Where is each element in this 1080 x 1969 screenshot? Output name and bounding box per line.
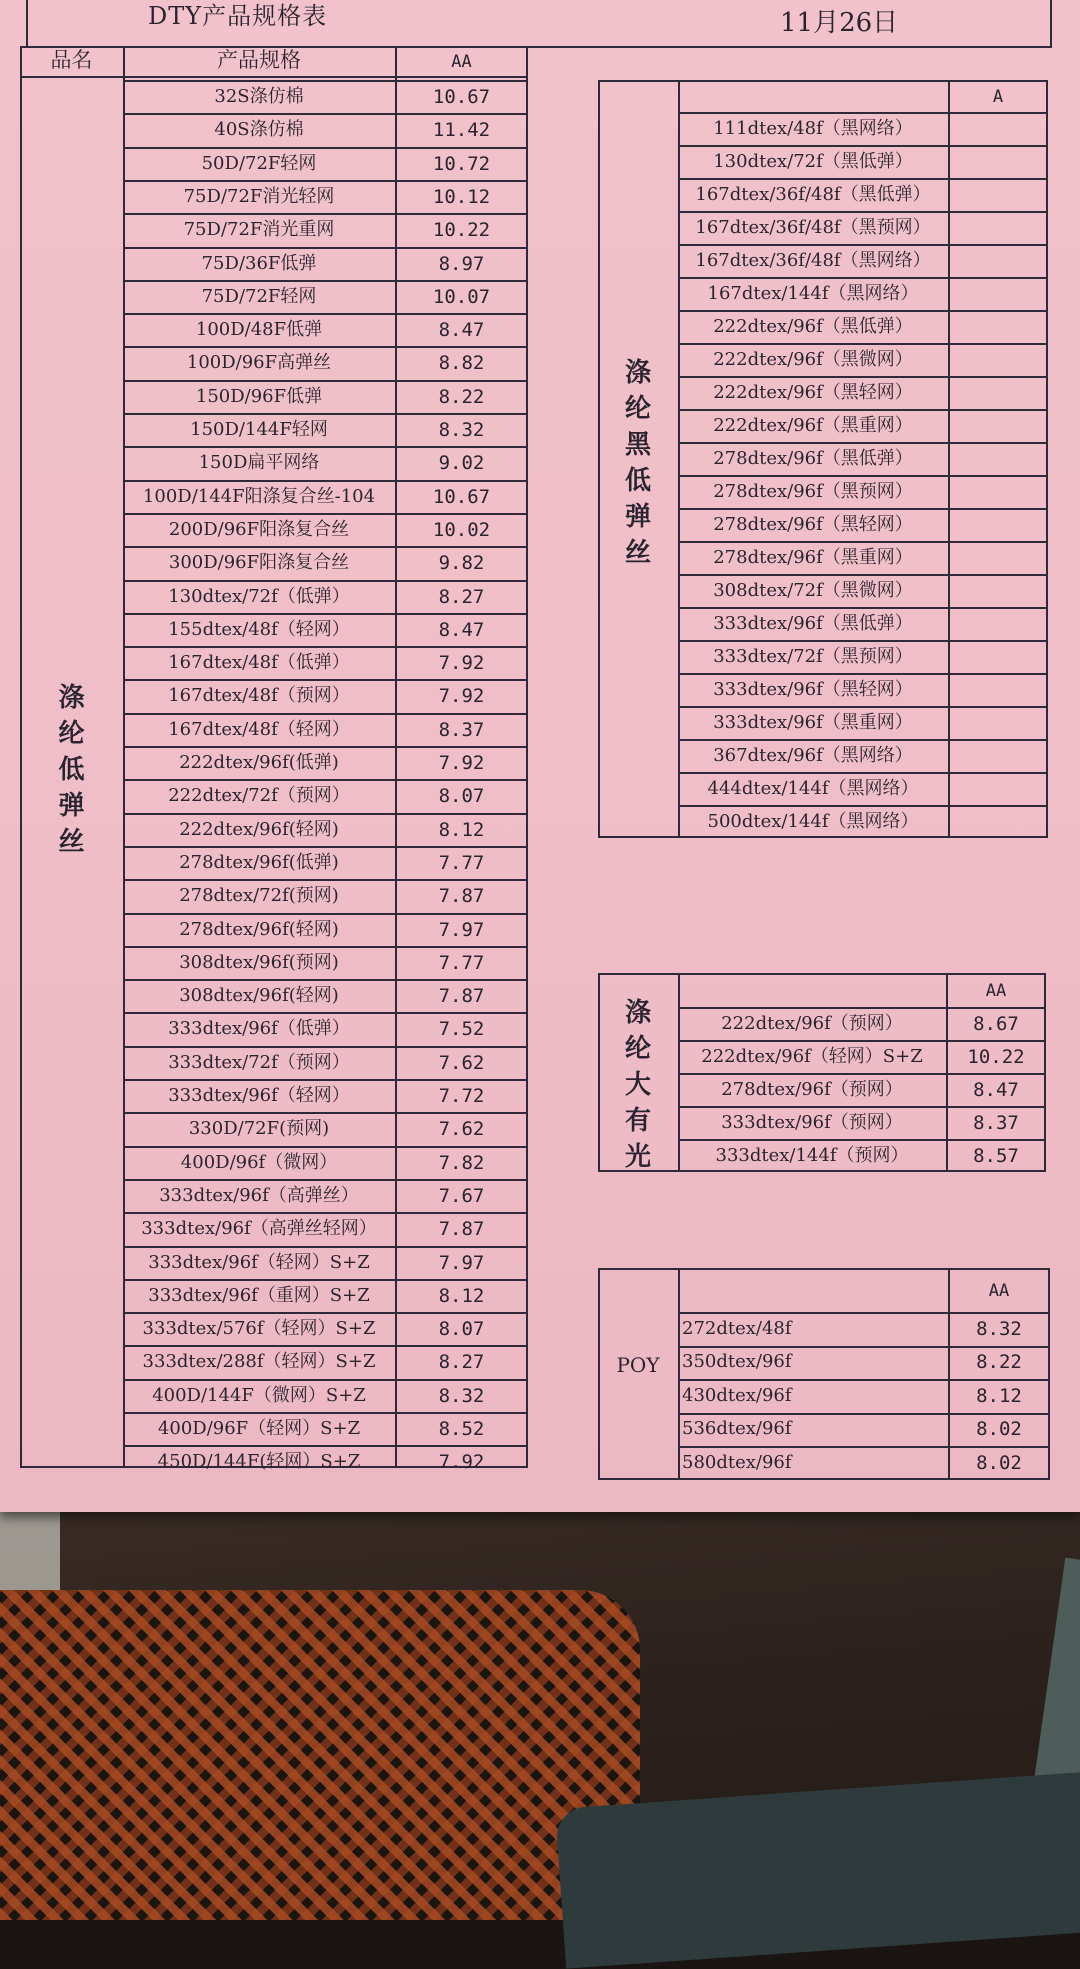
price-cell: 10.67 <box>432 86 491 108</box>
row-rule <box>678 376 1048 378</box>
spec-cell: 400D/96F（轻网）S+Z <box>157 1418 361 1439</box>
row-rule <box>123 280 528 282</box>
price-cell: 8.82 <box>438 352 485 375</box>
category-label: 涤纶大有光 <box>624 998 651 1172</box>
price-cell: 8.02 <box>976 1418 1022 1441</box>
row-rule <box>123 480 528 482</box>
row-rule <box>123 1146 528 1148</box>
row-rule <box>678 673 1048 675</box>
spec-cell: 222dtex/96f(低弹) <box>179 752 339 773</box>
spec-cell: 222dtex/96f（黑重网） <box>713 414 913 436</box>
row-rule <box>123 879 528 881</box>
row-rule <box>123 1012 528 1014</box>
spec-cell: 333dtex/96f（黑低弹） <box>713 612 913 634</box>
spec-cell: 278dtex/96f(低弹) <box>179 851 339 873</box>
price-cell: 8.12 <box>438 818 485 841</box>
spec-cell: 222dtex/96f（黑轻网） <box>713 381 913 403</box>
price-cell: 10.07 <box>432 285 491 308</box>
row-rule <box>678 145 1048 147</box>
price-cell: 7.77 <box>438 851 485 874</box>
price-cell: 8.22 <box>438 385 485 408</box>
header-name: 品名 <box>50 48 93 72</box>
row-rule <box>678 211 1048 213</box>
row-rule <box>678 442 1048 444</box>
spec-cell: 222dtex/96f（轻网）S+Z <box>701 1045 923 1067</box>
spec-cell: 580dtex/96f <box>682 1451 792 1473</box>
row-rule <box>678 1139 1046 1141</box>
spec-cell: 167dtex/48f（预网） <box>168 685 350 707</box>
row-rule <box>123 979 528 981</box>
row-rule <box>678 1446 1050 1448</box>
spec-cell: 167dtex/36f/48f（黑预网） <box>695 216 931 238</box>
header-rule <box>123 80 528 82</box>
row-rule <box>123 1079 528 1081</box>
sheet-title: DTY产品规格表 <box>148 2 328 30</box>
price-cell: 8.47 <box>973 1078 1019 1101</box>
price-cell: 8.97 <box>438 252 485 275</box>
row-rule <box>123 113 528 115</box>
spec-cell: 278dtex/72f(预网) <box>179 885 339 907</box>
spec-cell: 167dtex/36f/48f（黑网络） <box>695 249 931 271</box>
spec-cell: 333dtex/96f（预网） <box>721 1111 903 1133</box>
price-cell: 7.97 <box>438 918 485 941</box>
column-divider <box>123 46 125 1468</box>
spec-cell: 333dtex/96f（黑重网） <box>713 711 913 733</box>
fabric-cloth <box>0 1590 640 1920</box>
row-rule <box>678 1379 1050 1381</box>
spec-cell: 278dtex/96f（黑重网） <box>713 546 913 568</box>
row-rule <box>678 409 1048 411</box>
price-cell: 8.07 <box>438 1318 485 1341</box>
spec-cell: 333dtex/96f（轻网）S+Z <box>148 1251 370 1273</box>
spec-cell: 367dtex/96f（黑网络） <box>713 744 913 766</box>
spec-cell: 333dtex/576f（轻网）S+Z <box>142 1318 376 1340</box>
row-rule <box>123 513 528 515</box>
row-rule <box>123 1345 528 1347</box>
price-cell: 8.02 <box>976 1451 1022 1474</box>
price-cell: 8.52 <box>438 1418 485 1440</box>
row-rule <box>678 541 1048 543</box>
price-cell: 8.07 <box>438 785 485 808</box>
spec-cell: 444dtex/144f（黑网络） <box>707 777 919 799</box>
row-rule <box>123 1312 528 1314</box>
spec-cell: 32S涤仿棉 <box>214 86 304 107</box>
price-cell: 10.72 <box>432 152 491 175</box>
row-rule <box>123 413 528 415</box>
category-label: POY <box>616 1353 660 1377</box>
row-rule <box>123 1412 528 1414</box>
row-rule <box>123 346 528 348</box>
spec-cell: 100D/96F高弹丝 <box>186 352 332 374</box>
header-rule <box>678 1007 1046 1009</box>
row-rule <box>123 1112 528 1114</box>
price-cell: 9.82 <box>438 552 485 575</box>
spec-cell: 333dtex/96f（黑轻网） <box>713 678 913 700</box>
spec-cell: 50D/72F轻网 <box>201 152 317 174</box>
spec-cell: 333dtex/288f（轻网）S+Z <box>142 1351 376 1373</box>
row-rule <box>123 846 528 848</box>
row-rule <box>678 607 1048 609</box>
row-rule <box>123 1179 528 1181</box>
price-cell: 7.92 <box>438 1451 485 1474</box>
spec-cell: 333dtex/96f（低弹） <box>168 1018 350 1040</box>
spec-cell: 333dtex/96f（重网）S+Z <box>148 1284 370 1306</box>
price-cell: 8.22 <box>976 1351 1022 1374</box>
row-rule <box>123 1445 528 1447</box>
spec-cell: 333dtex/96f（高弹丝轻网） <box>141 1218 377 1240</box>
spec-cell: 400D/96f（微网） <box>180 1151 338 1173</box>
price-cell: 7.87 <box>438 1218 485 1241</box>
spec-cell: 100D/48F低弹 <box>195 319 323 341</box>
price-cell: 7.87 <box>438 985 485 1008</box>
spec-cell: 130dtex/72f（低弹） <box>168 585 350 607</box>
spec-cell: 150D/144F轻网 <box>190 419 328 440</box>
header-rule <box>20 76 528 78</box>
spec-cell: 308dtex/72f（黑微网） <box>713 579 913 601</box>
price-cell: 8.37 <box>438 718 485 741</box>
header-rule <box>678 112 1048 114</box>
price-cell: 8.47 <box>438 618 485 641</box>
spec-cell: 278dtex/96f（黑低弹） <box>713 447 913 469</box>
row-rule <box>123 213 528 215</box>
row-rule <box>123 247 528 249</box>
price-cell: 7.52 <box>438 1018 485 1041</box>
price-cell: 8.37 <box>973 1111 1019 1134</box>
row-rule <box>678 772 1048 774</box>
spec-cell: 450D/144F(轻网）S+Z <box>157 1451 361 1473</box>
spec-cell: 222dtex/96f（黑微网） <box>713 348 913 370</box>
column-divider <box>395 46 397 1468</box>
row-rule <box>678 1040 1046 1042</box>
spec-cell: 350dtex/96f <box>682 1351 792 1373</box>
row-rule <box>123 613 528 615</box>
spec-cell: 278dtex/96f（黑轻网） <box>713 513 913 535</box>
price-cell: 7.87 <box>438 885 485 908</box>
row-rule <box>123 679 528 681</box>
column-divider <box>678 80 680 838</box>
spec-cell: 167dtex/144f（黑网络） <box>707 282 919 304</box>
price-cell: 11.42 <box>432 119 491 142</box>
row-rule <box>123 446 528 448</box>
spec-cell: 150D扁平网络 <box>198 452 320 474</box>
price-cell: 7.82 <box>438 1151 485 1174</box>
price-cell: 8.12 <box>976 1384 1022 1407</box>
price-cell: 10.12 <box>432 185 491 208</box>
column-divider <box>948 80 950 838</box>
row-rule <box>678 178 1048 180</box>
spec-cell: 330D/72F(预网) <box>188 1118 330 1140</box>
row-rule <box>123 580 528 582</box>
price-cell: 7.92 <box>438 685 485 708</box>
row-rule <box>123 779 528 781</box>
price-cell: 7.62 <box>438 1118 485 1141</box>
price-cell: 8.12 <box>438 1284 485 1307</box>
price-cell: 8.32 <box>976 1317 1022 1340</box>
price-cell: 8.27 <box>438 585 485 608</box>
category-label: 涤纶黑低弹丝 <box>624 358 651 568</box>
row-rule <box>678 574 1048 576</box>
price-cell: 7.97 <box>438 1251 485 1274</box>
price-cell: 7.72 <box>438 1085 485 1107</box>
price-cell: 7.77 <box>438 951 485 974</box>
spec-cell: 167dtex/48f（轻网） <box>168 718 350 740</box>
spec-cell: 278dtex/96f（预网） <box>721 1078 903 1100</box>
price-cell: 10.22 <box>967 1045 1025 1068</box>
row-rule <box>123 946 528 948</box>
spec-cell: 167dtex/36f/48f（黑低弹） <box>695 183 931 205</box>
row-rule <box>123 313 528 315</box>
spec-cell: 200D/96F阳涤复合丝 <box>168 518 350 540</box>
price-cell: 8.57 <box>973 1144 1019 1167</box>
price-cell: 8.32 <box>438 1384 485 1407</box>
spec-cell: 222dtex/96f（黑低弹） <box>713 315 913 337</box>
row-rule <box>123 1212 528 1214</box>
spec-cell: 308dtex/96f(预网) <box>179 951 339 973</box>
row-rule <box>123 1279 528 1281</box>
spec-cell: 333dtex/144f（预网） <box>715 1144 909 1166</box>
row-rule <box>123 546 528 548</box>
row-rule <box>123 1246 528 1248</box>
sheet-header <box>26 0 1052 48</box>
row-rule <box>123 746 528 748</box>
spec-cell: 278dtex/96f(轻网) <box>179 918 339 940</box>
row-rule <box>678 277 1048 279</box>
header-grade: AA <box>985 981 1007 1001</box>
row-rule <box>123 1379 528 1381</box>
spec-cell: 333dtex/72f（黑预网） <box>713 645 913 667</box>
spec-cell: 222dtex/96f(轻网) <box>179 818 339 840</box>
spec-cell: 75D/72F轻网 <box>201 285 317 307</box>
price-cell: 10.22 <box>432 219 491 242</box>
header-grade: AA <box>988 1281 1010 1301</box>
row-rule <box>123 380 528 382</box>
spec-cell: 333dtex/96f（轻网） <box>168 1085 350 1106</box>
spec-cell: 333dtex/72f（预网） <box>168 1051 350 1073</box>
spec-cell: 300D/96F阳涤复合丝 <box>168 552 350 574</box>
price-cell: 7.67 <box>438 1184 485 1207</box>
row-rule <box>678 1073 1046 1075</box>
row-rule <box>678 508 1048 510</box>
spec-cell: 272dtex/48f <box>682 1317 792 1339</box>
price-cell: 10.67 <box>432 485 491 508</box>
category-label: 涤纶低弹丝 <box>58 683 85 857</box>
row-rule <box>678 244 1048 246</box>
row-rule <box>678 706 1048 708</box>
price-cell: 7.62 <box>438 1051 485 1074</box>
header-grade: AA <box>451 52 472 72</box>
price-cell: 8.47 <box>438 319 485 342</box>
spec-cell: 536dtex/96f <box>682 1418 792 1440</box>
header-rule <box>678 1312 1050 1314</box>
spec-cell: 75D/72F消光重网 <box>183 219 335 241</box>
sheet-date: 11月26日 <box>780 8 899 38</box>
row-rule <box>678 640 1048 642</box>
spec-cell: 40S涤仿棉 <box>214 119 304 141</box>
row-rule <box>678 739 1048 741</box>
row-rule <box>678 805 1048 807</box>
spec-cell: 500dtex/144f（黑网络） <box>707 810 919 832</box>
spec-cell: 150D/96F低弹 <box>195 385 323 407</box>
spec-cell: 155dtex/48f（轻网） <box>168 618 350 640</box>
spec-cell: 130dtex/72f（黑低弹） <box>713 150 913 172</box>
row-rule <box>123 913 528 915</box>
spec-cell: 167dtex/48f（低弹） <box>168 652 350 674</box>
row-rule <box>123 1046 528 1048</box>
row-rule <box>678 1346 1050 1348</box>
price-cell: 8.67 <box>973 1012 1019 1035</box>
price-cell: 8.32 <box>438 419 485 441</box>
spec-cell: 430dtex/96f <box>682 1384 792 1406</box>
row-rule <box>123 180 528 182</box>
spec-cell: 333dtex/96f（高弹丝） <box>159 1184 359 1206</box>
header-spec: 产品规格 <box>217 48 301 72</box>
spec-cell: 222dtex/96f（预网） <box>721 1012 903 1034</box>
row-rule <box>123 646 528 648</box>
row-rule <box>123 147 528 149</box>
spec-cell: 278dtex/96f（黑预网） <box>713 480 913 502</box>
row-rule <box>678 475 1048 477</box>
spec-cell: 222dtex/72f（预网） <box>168 785 350 807</box>
price-cell: 7.92 <box>438 652 485 675</box>
spec-cell: 111dtex/48f（黑网络） <box>713 117 913 139</box>
spec-cell: 75D/36F低弹 <box>201 252 317 274</box>
price-cell: 8.27 <box>438 1351 485 1374</box>
row-rule <box>678 1413 1050 1415</box>
row-rule <box>678 310 1048 312</box>
row-rule <box>123 713 528 715</box>
spec-cell: 100D/144F阳涤复合丝-104 <box>142 485 376 507</box>
header-grade: A <box>992 87 1004 107</box>
row-rule <box>678 343 1048 345</box>
row-rule <box>678 1106 1046 1108</box>
price-cell: 7.92 <box>438 752 485 774</box>
price-cell: 10.02 <box>432 518 491 541</box>
spec-cell: 75D/72F消光轻网 <box>183 185 335 207</box>
row-rule <box>123 813 528 815</box>
spec-cell: 400D/144F（微网）S+Z <box>152 1384 366 1406</box>
spec-cell: 308dtex/96f(轻网) <box>179 985 339 1007</box>
price-cell: 9.02 <box>438 452 485 475</box>
